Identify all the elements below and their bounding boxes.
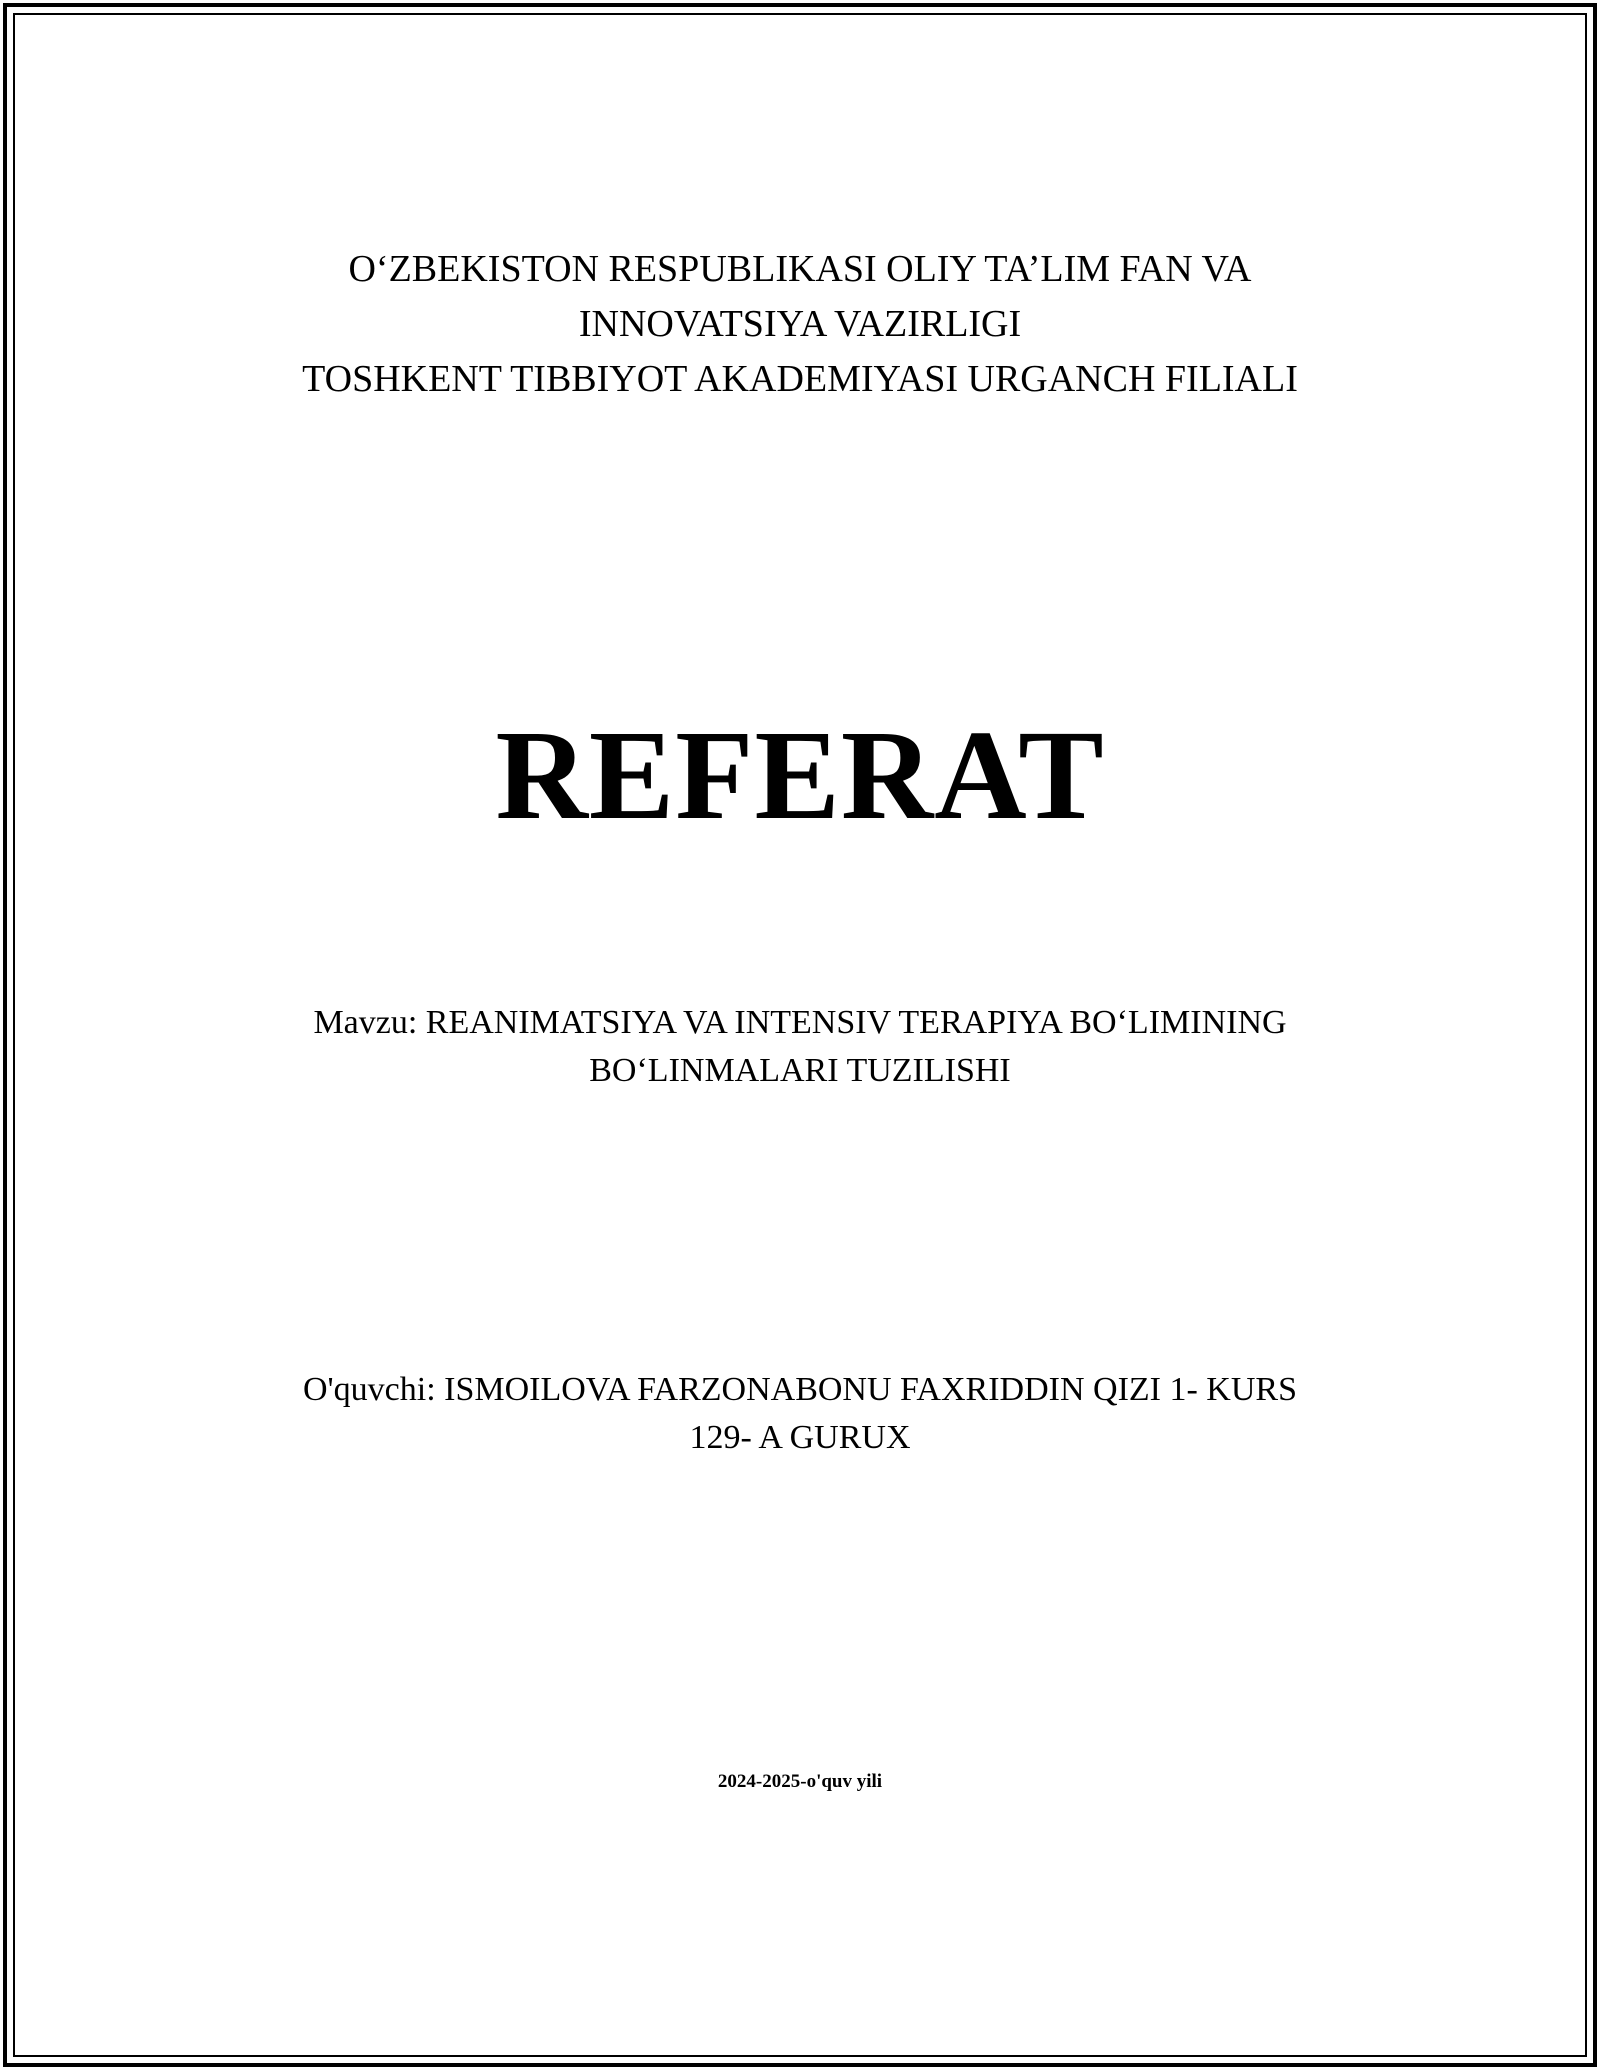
topic-line-1: Mavzu: REANIMATSIYA VA INTENSIV TERAPIYA BO‘LIMINING bbox=[313, 1004, 1287, 1041]
academy-name: TOSHKENT TIBBIYOT AKADEMIYASI URGANCH FILIALI bbox=[302, 358, 1298, 400]
ministry-line-1: O‘ZBEKISTON RESPUBLIKASI OLIY TA’LIM FAN VA bbox=[348, 248, 1252, 290]
student-line-2: 129- A GURUX bbox=[689, 1419, 911, 1456]
academic-year: 2024-2025-o'quv yili bbox=[717, 1771, 883, 1792]
topic-block bbox=[0, 999, 1600, 1095]
student-block bbox=[0, 1366, 1600, 1462]
document-title: REFERAT bbox=[495, 704, 1105, 846]
topic-line-2: BO‘LINMALARI TUZILISHI bbox=[589, 1052, 1011, 1089]
institution-header bbox=[0, 242, 1600, 407]
ministry-line-2: INNOVATSIYA VAZIRLIGI bbox=[578, 303, 1022, 345]
student-line-1: O'quvchi: ISMOILOVA FARZONABONU FAXRIDDIN QIZI 1- KURS bbox=[302, 1371, 1298, 1408]
